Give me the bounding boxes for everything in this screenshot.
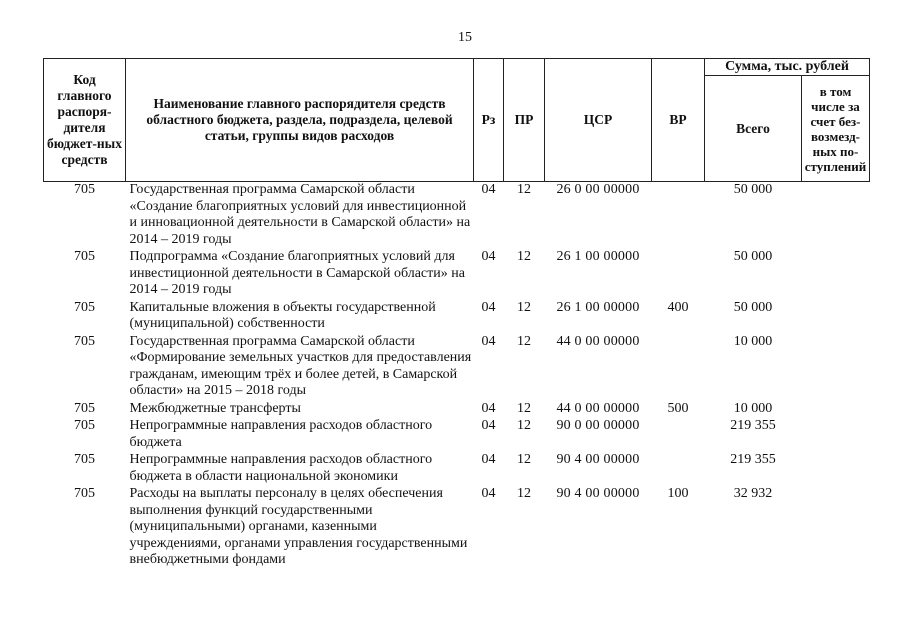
row-total: 50 000: [733, 299, 773, 315]
row-total: 50 000: [733, 249, 773, 264]
row-pr: 12: [517, 249, 531, 264]
table-row: [44, 300, 870, 334]
row-rz: 04: [481, 299, 496, 315]
row-pr: 12: [517, 400, 531, 416]
row-vr: 400: [667, 299, 689, 315]
row-including: [802, 452, 870, 486]
row-including: [802, 249, 870, 300]
row-rz: 04: [481, 333, 496, 349]
row-name: Капитальные вложения в объекты государственной (муниципальной) собственности: [129, 299, 436, 331]
row-including: [802, 401, 870, 419]
row-total: 219 355: [730, 418, 776, 433]
row-code: 705: [74, 182, 95, 197]
row-rz: 04: [481, 418, 496, 433]
row-rz: 04: [481, 249, 496, 264]
row-including: [802, 334, 870, 401]
row-name: Непрограммные направления расходов областного бюджета: [129, 418, 433, 450]
row-vr: 100: [667, 486, 689, 501]
table-row: [44, 334, 870, 401]
row-pr: 12: [517, 486, 531, 501]
row-csr: 44 0 00 00000: [556, 400, 640, 416]
row-csr: 26 1 00 00000: [556, 249, 640, 264]
row-name: Межбюджетные трансферты: [129, 400, 301, 416]
page-number: 15: [458, 30, 472, 45]
row-including: [802, 486, 870, 570]
row-csr: 90 4 00 00000: [556, 452, 640, 467]
row-code: 705: [74, 333, 95, 349]
row-code: 705: [74, 400, 95, 416]
header-total: Всего: [705, 76, 802, 182]
row-vr: [652, 334, 705, 401]
row-pr: 12: [517, 452, 531, 467]
row-vr: 500: [667, 400, 689, 416]
row-name: Государственная программа Самарской области «Создание благоприятных условий для инвестиционной и инновационной деятельности в Самарской области» на 2014 – 2019 годы: [129, 182, 471, 247]
row-pr: 12: [517, 299, 531, 315]
table-row: [44, 249, 870, 300]
row-code: 705: [74, 486, 95, 501]
header-rz: Рз: [474, 59, 504, 182]
row-vr: [652, 452, 705, 486]
row-csr: 90 0 00 00000: [556, 418, 640, 433]
row-total: 32 932: [733, 486, 773, 501]
row-including: [802, 418, 870, 452]
row-csr: 44 0 00 00000: [556, 333, 640, 349]
row-name: Подпрограмма «Создание благоприятных условий для инвестиционной деятельности в Самарской области» на 2014 – 2019 годы: [129, 249, 465, 297]
row-rz: 04: [481, 486, 496, 501]
row-total: 10 000: [733, 400, 773, 416]
budget-table: [43, 58, 870, 570]
row-vr: [652, 182, 705, 250]
row-name: Расходы на выплаты персоналу в целях обеспечения выполнения функций государственными (муниципальными) органами, казенными учреждениями, органами управления государственными внебюджетными фондами: [129, 486, 468, 567]
header-sum: Сумма, тыс. рублей: [705, 59, 870, 76]
header-vr: ВР: [652, 59, 705, 182]
row-including: [802, 300, 870, 334]
row-including: [802, 182, 870, 250]
header-including: в том числе за счет без-возмезд-ных по-ступлений: [802, 76, 870, 182]
header-pr: ПР: [504, 59, 545, 182]
table-row: [44, 452, 870, 486]
header-name: Наименование главного распорядителя средств областного бюджета, раздела, подраздела, целевой статьи, группы видов расходов: [126, 59, 474, 182]
row-csr: 90 4 00 00000: [556, 486, 640, 501]
header-csr: ЦСР: [545, 59, 652, 182]
row-csr: 26 0 00 00000: [556, 182, 640, 197]
row-vr: [652, 249, 705, 300]
row-name: Государственная программа Самарской области «Формирование земельных участков для предоставления гражданам, имеющим трёх и более детей, в Самарской области» на 2015 – 2018 годы: [129, 333, 472, 398]
row-code: 705: [74, 418, 95, 433]
row-pr: 12: [517, 418, 531, 433]
row-rz: 04: [481, 400, 496, 416]
row-total: 10 000: [733, 333, 773, 349]
row-code: 705: [74, 299, 95, 315]
row-name: Непрограммные направления расходов областного бюджета в области национальной экономики: [129, 452, 433, 484]
table-row: [44, 182, 870, 250]
row-rz: 04: [481, 452, 496, 467]
row-csr: 26 1 00 00000: [556, 299, 640, 315]
table-row: [44, 418, 870, 452]
row-code: 705: [74, 452, 95, 467]
table-row: [44, 486, 870, 570]
row-pr: 12: [517, 182, 531, 197]
row-total: 50 000: [733, 182, 773, 197]
row-vr: [652, 418, 705, 452]
table-body: [44, 182, 870, 570]
row-rz: 04: [481, 182, 496, 197]
row-total: 219 355: [730, 452, 776, 467]
row-code: 705: [74, 249, 95, 264]
table-row: [44, 401, 870, 419]
row-pr: 12: [517, 333, 531, 349]
table-header: [44, 59, 870, 182]
header-code: Код главного распоря-дителя бюджет-ных средств: [44, 59, 126, 182]
